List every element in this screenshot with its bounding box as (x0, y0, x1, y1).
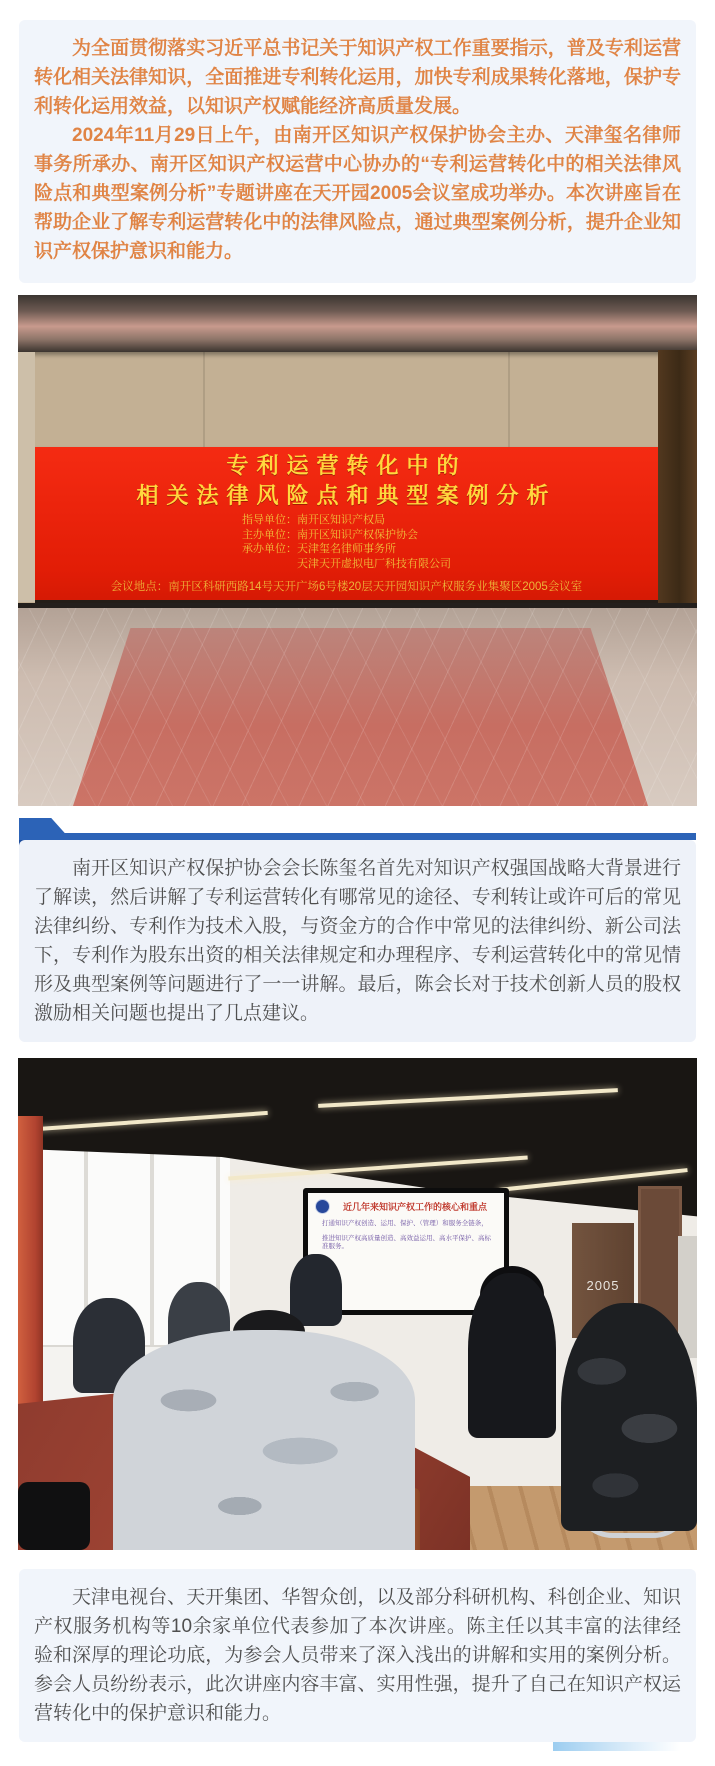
photo2-bag (18, 1482, 90, 1550)
slide-title: 近几年来知识产权工作的核心和重点 (342, 1202, 487, 1212)
attendee (468, 1273, 556, 1438)
led-screen-banner (35, 447, 658, 605)
photo1-left-doorframe (18, 352, 35, 602)
outro-text-box (19, 1569, 696, 1742)
banner-org-line: 主办单位：南开区知识产权保护协会 (242, 528, 418, 541)
photo-meeting-room[interactable] (18, 1058, 697, 1550)
photo1-wall (18, 352, 697, 447)
outro-paragraph: 天津电视台、天开集团、华智众创，以及部分科研机构、科创企业、知识产权服务机构等10余家单位代表参加了本次讲座。陈主任以其丰富的法律经验和深厚的理论功底，为参会人员带来了深入浅出的讲解和实用的案例分析。参会人员纷纷表示，此次讲座内容丰富、实用性强，提升了自己在知识产权运营转化中的保护意识和能力。 (34, 1587, 681, 1724)
photo1-wall-seam (203, 352, 205, 447)
speaker (290, 1254, 342, 1326)
banner-title-line2: 相关法律风险点和典型案例分析 (136, 483, 557, 508)
intro-paragraph-2: 2024年11月29日上午，由南开区知识产权保护协会主办、天津玺名律师事务所承办、南开区知识产权运营中心协办的“专利运营转化中的相关法律风险点和典型案例分析”专题讲座在天开园2005会议室成功举办。本次讲座旨在帮助企业了解专利运营转化中的法律风险点，通过典型案例分析，提升企业知识产权保护意识和能力。 (34, 125, 681, 262)
section-divider-bar (40, 833, 696, 840)
room-number-sign: 2005 (572, 1223, 634, 1338)
slide-body-line: 打通知识产权创造、运用、保护、（管理）和服务全链条， (322, 1220, 488, 1227)
slide-body-line: 推进知识产权高质量创造、高效益运用、高水平保护、高标准服务。 (322, 1235, 491, 1250)
banner-org-line: 指导单位：南开区知识产权局 (242, 514, 385, 526)
body-text-box (19, 840, 696, 1042)
section-divider-flag (19, 818, 71, 840)
banner-location-line: 会议地点：南开区科研西路14号天开广场6号楼20层天开园知识产权服务业集聚区2005会议室 (110, 580, 583, 593)
banner-org-line: 承办单位：天津玺名律师事务所 (242, 543, 396, 555)
photo-led-screen-room[interactable] (18, 295, 697, 806)
intro-paragraph-1: 为全面贯彻落实习近平总书记关于知识产权工作重要指示，普及专利运营转化相关法律知识，全面推进专利转化运用，加快专利成果转化落地，保护专利转化运用效益，以知识产权赋能经济高质量发展。 (34, 38, 681, 117)
banner-organizer-lines (242, 513, 451, 571)
bottom-accent-bar (553, 1742, 687, 1751)
photo2-orange-pillar (18, 1116, 43, 1446)
banner-org-line: 天津天开虚拟电厂科技有限公司 (297, 557, 451, 570)
intro-highlight-box (19, 20, 696, 283)
attendee-camo-hoodie (113, 1330, 415, 1550)
photo1-marble-veins (18, 608, 697, 806)
photo1-ceiling (18, 295, 697, 352)
photo1-wall-seam (508, 352, 510, 447)
banner-title-line1: 专利运营转化中的 (226, 453, 467, 478)
slide-logo-icon (315, 1199, 330, 1214)
attendee-puffer-jacket (561, 1303, 697, 1531)
body-paragraph: 南开区知识产权保护协会会长陈玺名首先对知识产权强国战略大背景进行了解读，然后讲解了专利运营转化有哪常见的途径、专利转让或许可后的常见法律纠纷、专利作为技术入股，与资金方的合作中常见的法律纠纷、新公司法下，专利作为股东出资的相关法律规定和办理程序、专利运营转化中的常见情形及典型案例等问题进行了一一讲解。最后，陈会长对于技术创新人员的股权激励相关问题也提出了几点建议。 (34, 858, 681, 1024)
